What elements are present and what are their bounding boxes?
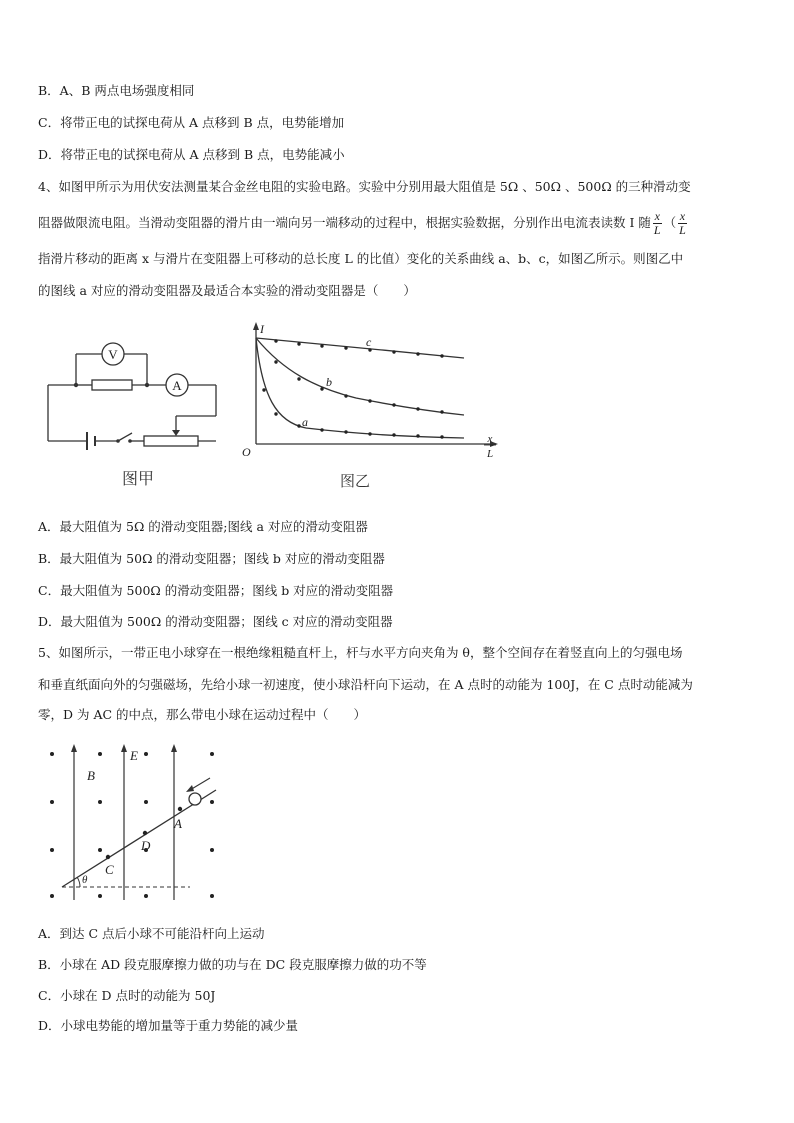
y-axis-arrow [253, 322, 259, 330]
q4-option-c: C．最大阻值为 500Ω 的滑动变阻器；图线 b 对应的滑动变阻器 [38, 583, 394, 598]
label-theta: θ [82, 874, 88, 886]
fraction-x-over-l: $\frac{x}{L}$ [653, 209, 661, 237]
label-d: D [141, 838, 151, 853]
x-axis-label-num: x [487, 433, 493, 445]
curve-label-c: c [366, 335, 372, 349]
q5-stem-line3: 零，D 为 AC 的中点，那么带电小球在运动过程中（ ） [38, 707, 367, 722]
q4-stem-line2 [38, 210, 689, 237]
q5-option-a: A．到达 C 点后小球不可能沿杆向上运动 [38, 926, 265, 941]
voltmeter-label: V [108, 347, 118, 362]
q4-option-a: A．最大阻值为 5Ω 的滑动变阻器;图线 a 对应的滑动变阻器 [38, 519, 368, 534]
curve-label-b: b [326, 375, 332, 389]
charged-ball [189, 793, 201, 805]
fraction-x-over-l-2: $\frac{x}{L}$ [679, 209, 686, 237]
prev-option-d: D．将带正电的试探电荷从 A 点移到 B 点，电势能减小 [38, 147, 345, 162]
field-rod-diagram [40, 740, 230, 905]
q5-option-b: B．小球在 AD 段克服摩擦力做的功与在 DC 段克服摩擦力做的功不等 [38, 957, 427, 972]
q5-stem-line1: 5、如图所示，一带正电小球穿在一根绝缘粗糙直杆上，杆与水平方向夹角为 θ，整个空间存在着竖直向上的匀强电场 [38, 645, 683, 660]
q5-option-d: D．小球电势能的增加量等于重力势能的减少量 [38, 1018, 299, 1033]
q4-stem-line4: 的图线 a 对应的滑动变阻器及最适合本实验的滑动变阻器是（ ） [38, 283, 416, 298]
curve-b [256, 338, 464, 415]
current-graph [236, 318, 506, 496]
figure-yi-caption: 图乙 [339, 472, 371, 490]
q5-stem-line2: 和垂直纸面向外的匀强磁场，先给小球一初速度，使小球沿杆向下运动，在 A 点时的动能为 100J，在 C 点时动能减为 [38, 677, 693, 692]
prev-option-c: C．将带正电的试探电荷从 A 点移到 B 点，电势能增加 [38, 115, 345, 130]
curve-a [256, 338, 464, 438]
label-a: A [174, 816, 182, 831]
q4-option-d: D．最大阻值为 500Ω 的滑动变阻器；图线 c 对应的滑动变阻器 [38, 614, 393, 629]
label-b: B [87, 768, 95, 783]
figure-jia-caption: 图甲 [121, 469, 155, 488]
x-axis-label-den: L [486, 448, 494, 460]
open-paren: （ [663, 215, 677, 230]
q5-option-c: C．小球在 D 点时的动能为 50J [38, 988, 216, 1003]
q4-stem-line2-text: 阻器做限流电阻。当滑动变阻器的滑片由一端向另一端移动的过程中，根据实验数据，分别作出电流表读数 I 随 [38, 215, 651, 230]
origin-label: O [242, 445, 251, 459]
q4-stem-line1: 4、如图甲所示为用伏安法测量某合金丝电阻的实验电路。实验中分别用最大阻值是 5Ω 、50Ω 、500Ω 的三种滑动变 [38, 179, 691, 194]
prev-option-b: B．A、B 两点电场强度相同 [38, 83, 195, 98]
label-c: C [105, 862, 114, 877]
ammeter-label: A [172, 378, 182, 393]
theta-arc [77, 877, 80, 887]
curve-label-a: a [302, 415, 308, 429]
label-e: E [130, 748, 138, 763]
q4-option-b: B．最大阻值为 50Ω 的滑动变阻器；图线 b 对应的滑动变阻器 [38, 551, 385, 566]
curve-c [256, 338, 464, 358]
y-axis-label: I [260, 322, 264, 336]
q4-stem-line3: 指滑片移动的距离 x 与滑片在变阻器上可移动的总长度 L 的比值）变化的关系曲线 a、b、c，如图乙所示。则图乙中 [38, 251, 684, 266]
circuit-diagram [40, 330, 230, 495]
